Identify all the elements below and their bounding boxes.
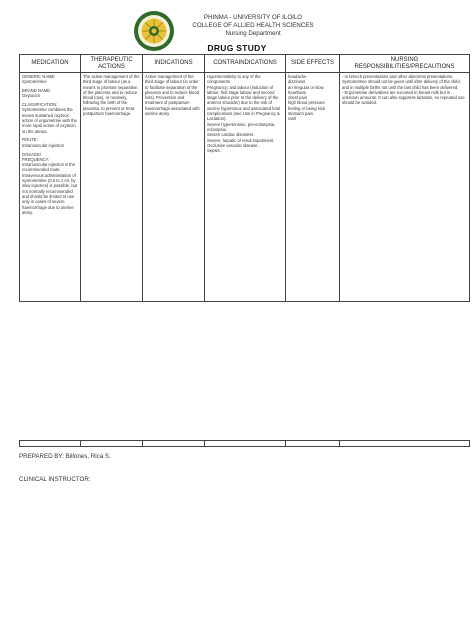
list-item: an irregular or slow heartbeat: [288, 84, 324, 95]
dosage-value: Intramuscular injection is the recommended route. Intravenous administration of Syntometrine (0.5 to 1 ml, by slow injection) is possible, but not normally recommended and should be limited to use only in cases of severe haemorrhage due to uterine atony.: [22, 162, 78, 215]
university-name: PHINMA - UNIVERSITY OF ILOILO: [203, 14, 303, 21]
college-name: COLLEGE OF ALLIED HEALTH SCIENCES: [192, 22, 314, 29]
list-item: Severe, hepatic or renal impairment.: [207, 137, 275, 143]
list-item: chest pain: [288, 95, 308, 101]
list-item: high blood pressure: [288, 100, 325, 106]
table-header-row: [20, 55, 470, 73]
generic-name-value: Syntometrine: [22, 79, 47, 85]
list-item: headache: [288, 74, 307, 79]
header-contraindications: CONTRAINDICATIONS: [205, 55, 286, 73]
list-item: Severe cardiac disorders.: [207, 132, 255, 138]
medication-cell: [20, 73, 81, 302]
route-label: ROUTE:: [22, 137, 38, 143]
header-medication: MEDICATION: [20, 55, 81, 73]
prepared-by: PREPARED BY: Billones, Rica S.: [19, 453, 111, 460]
list-item: rash: [288, 116, 297, 122]
nursing-responsibilities-cell: [340, 73, 470, 302]
drug-study-table: [19, 54, 470, 302]
table-row: [20, 441, 470, 447]
brand-name-label: BRAND NAME:: [22, 88, 52, 94]
list-item: Occlusive vascular disease.: [207, 142, 259, 148]
therapeutic-actions-text: The active management of the third stage of labour (as a means to promote separation of the placenta and to reduce blood loss), or routinely, following the birth of the placenta, to prevent or treat postpartum haemorrhage.: [83, 74, 140, 117]
list-item: - Ergometrine derivatives are excreted in breast milk but in unknown amounts. It can also suppress lactation, so repeated use should be avoided.: [342, 89, 465, 106]
list-item: stomach pain: [288, 111, 313, 117]
header-side-effects: SIDE EFFECTS: [286, 55, 340, 73]
clinical-instructor: CLINICAL INSTRUCTOR:: [19, 476, 91, 483]
contraindications-cell: [205, 73, 286, 302]
page-title: DRUG STUDY: [207, 43, 267, 53]
list-item: Hypersensitivity to any of the components.: [207, 74, 261, 85]
indications-text: Active management of the third stage of labour (in order to facilitate separation of the placenta and to reduce blood loss). Prevention and treatment of postpartum haemorrhage associated with uterine atony.: [145, 74, 200, 117]
classification-label: CLASSIFICATION:: [22, 102, 58, 108]
generic-name-label: GENERIC NAME:: [22, 74, 56, 79]
therapeutic-actions-cell: [81, 73, 143, 302]
list-item: feeling or being sick: [288, 105, 326, 111]
table-row: [20, 73, 470, 302]
side-effects-cell: [286, 73, 340, 302]
list-item: Pregnancy; and labour (induction of labour, first stage labour and second stage labour prior to the delivery of the anterior shoulder) due to the risk of uterine hypertonus and associated fetal complications (see Use in Pregnancy & Lactation).: [207, 84, 281, 122]
header-therapeutic-actions: THERAPEUTIC ACTIONS: [81, 55, 143, 73]
list-item: - In breech presentations and other abnormal presentations, Syntometrine should not be given until after delivery of the child, and in multiple births not until the last child has been delivered.: [342, 74, 461, 90]
institution-text: [178, 14, 328, 38]
header-indications: INDICATIONS: [143, 55, 205, 73]
empty-table-row: [19, 440, 470, 447]
indications-cell: [143, 73, 205, 302]
list-item: dizziness: [288, 79, 306, 85]
brand-name-value: Oxytocics: [22, 93, 41, 99]
list-item: Severe hypertension, pre-eclampsia, eclampsia.: [207, 121, 276, 132]
dosage-label: DOSAGE/: [22, 151, 42, 157]
department-name: Nursing Department: [225, 30, 281, 37]
list-item: Sepsis.: [207, 148, 221, 154]
frequency-label: FREQUENCY:: [22, 156, 50, 162]
header-nursing-responsibilities: NURSING RESPONSIBILITIES/PRECAUTIONS: [340, 55, 470, 73]
classification-value: Syntometrine combines the known sustained oxytocic action of ergometrine with the more rapid action of oxytocin on the uterus.: [22, 107, 77, 134]
route-value: Intramuscular injection: [22, 142, 64, 148]
